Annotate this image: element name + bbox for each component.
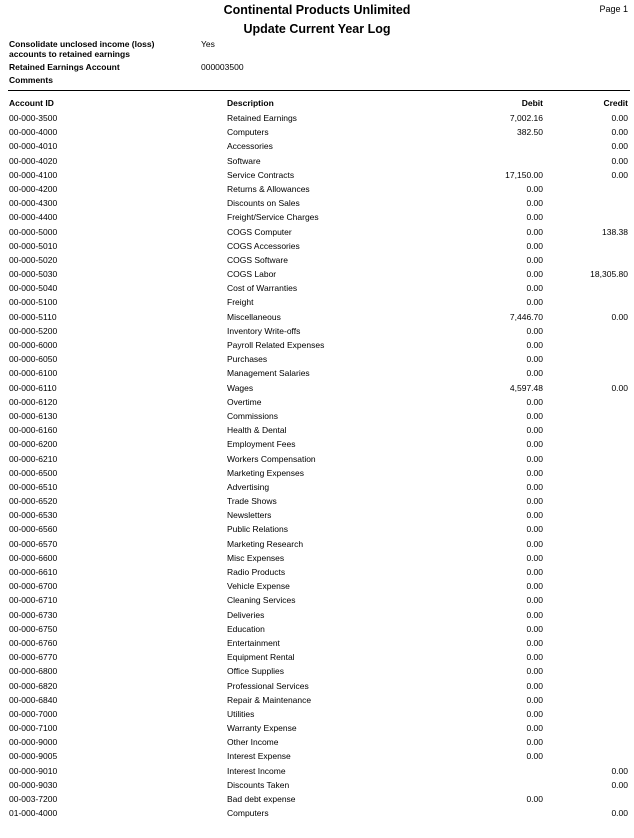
- account-cell: 00-000-9030: [9, 779, 58, 790]
- report-title: Update Current Year Log: [243, 22, 391, 36]
- account-cell: 00-000-9010: [9, 765, 58, 776]
- table-row: [0, 679, 634, 693]
- account-cell: 00-000-6760: [9, 637, 58, 648]
- debit-cell: 0.00: [526, 510, 543, 521]
- description-cell: Computers: [227, 808, 269, 819]
- consolidate-label-line2: accounts to retained earnings: [9, 49, 130, 59]
- table-row: [0, 522, 634, 536]
- account-cell: 00-000-6710: [9, 595, 58, 606]
- account-cell: 00-000-6750: [9, 623, 58, 634]
- debit-cell: 0.00: [526, 794, 543, 804]
- account-cell: 00-000-6210: [9, 453, 58, 464]
- account-cell: 00-000-3500: [9, 113, 58, 123]
- description-cell: Vehicle Expense: [227, 581, 290, 592]
- table-row: [0, 579, 634, 593]
- description-cell: Marketing Research: [227, 538, 304, 549]
- description-cell: Repair & Maintenance: [227, 694, 312, 705]
- description-cell: Entertainment: [227, 637, 280, 648]
- table-row: [0, 281, 634, 295]
- description-cell: Retained Earnings: [227, 113, 297, 123]
- account-cell: 00-000-5110: [9, 311, 57, 322]
- account-cell: 00-000-6770: [9, 652, 58, 663]
- account-cell: 00-000-7000: [9, 708, 58, 719]
- debit-cell: 382.50: [517, 127, 543, 138]
- description-cell: Payroll Related Expenses: [227, 340, 325, 350]
- debit-cell: 0.00: [526, 198, 543, 209]
- table-row: [0, 395, 634, 409]
- account-cell: 00-000-6130: [9, 410, 58, 421]
- table-row: [0, 565, 634, 579]
- consolidate-label-line1: Consolidate unclosed income (loss): [9, 39, 155, 49]
- description-cell: Other Income: [227, 737, 279, 748]
- credit-cell: 0.00: [611, 113, 628, 123]
- table-row: [0, 210, 634, 224]
- account-cell: 00-000-4010: [9, 141, 58, 152]
- account-cell: 00-000-6100: [9, 368, 58, 379]
- table-row: [0, 764, 634, 778]
- description-cell: Freight/Service Charges: [227, 212, 319, 223]
- account-cell: 00-000-6610: [9, 567, 58, 577]
- description-cell: Utilities: [227, 708, 255, 719]
- description-cell: Advertising: [227, 481, 270, 492]
- debit-cell: 0.00: [526, 425, 543, 436]
- description-cell: Bad debt expense: [227, 794, 296, 804]
- description-cell: Office Supplies: [227, 666, 285, 677]
- description-cell: Cost of Warranties: [227, 283, 298, 294]
- account-cell: 00-000-6000: [9, 340, 58, 350]
- table-row: [0, 551, 634, 565]
- description-cell: Interest Income: [227, 765, 286, 776]
- retained-earnings-value: 000003500: [201, 62, 244, 72]
- description-cell: Radio Products: [227, 567, 286, 577]
- account-cell: 00-000-6800: [9, 666, 58, 677]
- table-row: [0, 366, 634, 380]
- table-row: [0, 650, 634, 664]
- description-cell: Professional Services: [227, 680, 309, 691]
- debit-cell: 0.00: [526, 439, 543, 450]
- debit-cell: 0.00: [526, 652, 543, 663]
- description-cell: Returns & Allowances: [227, 183, 310, 194]
- account-cell: 00-000-6600: [9, 552, 58, 563]
- debit-cell: 0.00: [526, 183, 543, 194]
- account-cell: 00-000-5100: [9, 297, 58, 308]
- table-row: [0, 196, 634, 210]
- column-header-description: Description: [227, 98, 274, 108]
- account-cell: 00-000-4300: [9, 198, 58, 209]
- account-cell: 00-000-4020: [9, 155, 58, 166]
- table-row: [0, 622, 634, 636]
- account-cell: 00-000-6500: [9, 467, 58, 478]
- description-cell: Overtime: [227, 396, 262, 407]
- debit-cell: 0.00: [526, 680, 543, 691]
- table-row: [0, 253, 634, 267]
- debit-cell: 0.00: [526, 723, 543, 734]
- description-cell: Health & Dental: [227, 425, 287, 436]
- description-cell: COGS Labor: [227, 269, 277, 280]
- column-header-debit: Debit: [521, 98, 543, 108]
- description-cell: Misc Expenses: [227, 552, 285, 563]
- debit-cell: 17,150.00: [505, 169, 543, 180]
- debit-cell: 0.00: [526, 694, 543, 705]
- table-row: [0, 749, 634, 763]
- table-row: [0, 352, 634, 366]
- description-cell: Trade Shows: [227, 496, 277, 507]
- table-row: [0, 593, 634, 607]
- credit-cell: 0.00: [611, 311, 628, 322]
- credit-cell: 0.00: [611, 765, 628, 776]
- debit-cell: 0.00: [526, 254, 543, 265]
- debit-cell: 0.00: [526, 368, 543, 379]
- description-cell: Discounts Taken: [227, 779, 290, 790]
- credit-cell: 0.00: [611, 808, 628, 819]
- table-row: [0, 267, 634, 281]
- description-cell: Discounts on Sales: [227, 198, 300, 209]
- account-cell: 00-000-5000: [9, 226, 58, 237]
- description-cell: COGS Computer: [227, 226, 292, 237]
- description-cell: Newsletters: [227, 510, 272, 521]
- table-row: [0, 324, 634, 338]
- description-cell: COGS Accessories: [227, 240, 300, 251]
- account-cell: 00-000-4100: [9, 169, 58, 180]
- debit-cell: 0.00: [526, 524, 543, 535]
- description-cell: Employment Fees: [227, 439, 296, 450]
- table-row: [0, 139, 634, 153]
- description-cell: Wages: [227, 382, 254, 393]
- debit-cell: 0.00: [526, 226, 543, 237]
- table-row: [0, 295, 634, 309]
- table-row: [0, 168, 634, 182]
- credit-cell: 0.00: [611, 169, 628, 180]
- account-cell: 00-000-6840: [9, 694, 58, 705]
- account-cell: 00-000-6200: [9, 439, 58, 450]
- table-row: [0, 494, 634, 508]
- debit-cell: 0.00: [526, 481, 543, 492]
- table-row: [0, 452, 634, 466]
- table-row: [0, 721, 634, 735]
- table-row: [0, 111, 634, 125]
- comments-label: Comments: [9, 75, 53, 85]
- description-cell: Computers: [227, 127, 269, 138]
- description-cell: Miscellaneous: [227, 311, 281, 322]
- table-row: [0, 437, 634, 451]
- table-row: [0, 182, 634, 196]
- account-cell: 00-000-5020: [9, 254, 58, 265]
- account-cell: 00-000-5200: [9, 325, 58, 336]
- table-row: [0, 508, 634, 522]
- account-cell: 00-000-4400: [9, 212, 58, 223]
- table-row: [0, 409, 634, 423]
- consolidate-value: Yes: [201, 39, 215, 49]
- description-cell: Equipment Rental: [227, 652, 295, 663]
- debit-cell: 0.00: [526, 396, 543, 407]
- debit-cell: 0.00: [526, 609, 543, 620]
- debit-cell: 0.00: [526, 538, 543, 549]
- description-cell: Freight: [227, 297, 254, 308]
- debit-cell: 0.00: [526, 212, 543, 223]
- debit-cell: 0.00: [526, 567, 543, 577]
- account-cell: 00-000-4200: [9, 183, 58, 194]
- account-cell: 00-000-6700: [9, 581, 58, 592]
- table-row: [0, 693, 634, 707]
- table-row: [0, 537, 634, 551]
- column-header-credit: Credit: [603, 98, 628, 108]
- description-cell: Workers Compensation: [227, 453, 316, 464]
- debit-cell: 0.00: [526, 708, 543, 719]
- table-row: [0, 310, 634, 324]
- table-row: [0, 154, 634, 168]
- account-cell: 00-000-6160: [9, 425, 58, 436]
- debit-cell: 0.00: [526, 595, 543, 606]
- account-cell: 00-000-5030: [9, 269, 58, 280]
- account-cell: 00-000-4000: [9, 127, 58, 138]
- debit-cell: 4,597.48: [509, 382, 543, 393]
- debit-cell: 7,002.16: [509, 113, 543, 123]
- debit-cell: 0.00: [526, 496, 543, 507]
- description-cell: Commissions: [227, 410, 279, 421]
- debit-cell: 0.00: [526, 410, 543, 421]
- account-cell: 00-000-7100: [9, 723, 58, 734]
- table-row: [0, 806, 634, 820]
- account-cell: 00-000-6730: [9, 609, 58, 620]
- credit-cell: 0.00: [611, 382, 628, 393]
- table-row: [0, 125, 634, 139]
- credit-cell: 138.38: [602, 226, 628, 237]
- table-row: [0, 608, 634, 622]
- debit-cell: 0.00: [526, 751, 543, 762]
- description-cell: Inventory Write-offs: [227, 325, 301, 336]
- debit-cell: 0.00: [526, 581, 543, 592]
- table-row: [0, 466, 634, 480]
- table-row: [0, 792, 634, 806]
- debit-cell: 0.00: [526, 325, 543, 336]
- table-row: [0, 735, 634, 749]
- description-cell: Software: [227, 155, 261, 166]
- account-cell: 00-000-6120: [9, 396, 58, 407]
- debit-cell: 0.00: [526, 453, 543, 464]
- account-cell: 00-000-5040: [9, 283, 58, 294]
- debit-cell: 0.00: [526, 623, 543, 634]
- description-cell: Deliveries: [227, 609, 265, 620]
- debit-cell: 0.00: [526, 467, 543, 478]
- table-row: [0, 338, 634, 352]
- credit-cell: 0.00: [611, 779, 628, 790]
- credit-cell: 18,305.80: [590, 269, 628, 280]
- debit-cell: 0.00: [526, 340, 543, 350]
- retained-earnings-label: Retained Earnings Account: [9, 62, 120, 72]
- company-name: Continental Products Unlimited: [223, 3, 411, 17]
- debit-cell: 0.00: [526, 269, 543, 280]
- description-cell: Interest Expense: [227, 751, 291, 762]
- debit-cell: 0.00: [526, 354, 543, 365]
- account-cell: 00-000-6520: [9, 496, 58, 507]
- table-row: [0, 480, 634, 494]
- table-row: [0, 239, 634, 253]
- description-cell: Marketing Expenses: [227, 467, 305, 478]
- description-cell: Purchases: [227, 354, 268, 365]
- column-header-account: Account ID: [9, 98, 54, 108]
- header-divider: [8, 90, 630, 91]
- credit-cell: 0.00: [611, 141, 628, 152]
- account-cell: 00-003-7200: [9, 794, 58, 804]
- table-row: [0, 778, 634, 792]
- account-cell: 00-000-6820: [9, 680, 58, 691]
- description-cell: Cleaning Services: [227, 595, 296, 606]
- debit-cell: 0.00: [526, 283, 543, 294]
- credit-cell: 0.00: [611, 155, 628, 166]
- description-cell: Accessories: [227, 141, 273, 152]
- debit-cell: 0.00: [526, 552, 543, 563]
- debit-cell: 0.00: [526, 737, 543, 748]
- description-cell: Management Salaries: [227, 368, 310, 379]
- debit-cell: 0.00: [526, 240, 543, 251]
- description-cell: Service Contracts: [227, 169, 295, 180]
- table-row: [0, 664, 634, 678]
- table-row: [0, 423, 634, 437]
- credit-cell: 0.00: [611, 127, 628, 138]
- account-cell: 01-000-4000: [9, 808, 58, 819]
- table-row: [0, 707, 634, 721]
- table-row: [0, 636, 634, 650]
- account-cell: 00-000-5010: [9, 240, 58, 251]
- ledger-table: [0, 111, 634, 820]
- description-cell: Education: [227, 623, 265, 634]
- description-cell: COGS Software: [227, 254, 288, 265]
- account-cell: 00-000-6110: [9, 382, 57, 393]
- account-cell: 00-000-9005: [9, 751, 58, 762]
- page-number: Page 1: [599, 4, 628, 14]
- table-row: [0, 225, 634, 239]
- description-cell: Public Relations: [227, 524, 288, 535]
- account-cell: 00-000-9000: [9, 737, 58, 748]
- table-row: [0, 381, 634, 395]
- debit-cell: 0.00: [526, 637, 543, 648]
- debit-cell: 0.00: [526, 297, 543, 308]
- account-cell: 00-000-6560: [9, 524, 58, 535]
- account-cell: 00-000-6530: [9, 510, 58, 521]
- account-cell: 00-000-6050: [9, 354, 58, 365]
- description-cell: Warranty Expense: [227, 723, 297, 734]
- account-cell: 00-000-6510: [9, 481, 58, 492]
- debit-cell: 7,446.70: [509, 311, 543, 322]
- account-cell: 00-000-6570: [9, 538, 58, 549]
- debit-cell: 0.00: [526, 666, 543, 677]
